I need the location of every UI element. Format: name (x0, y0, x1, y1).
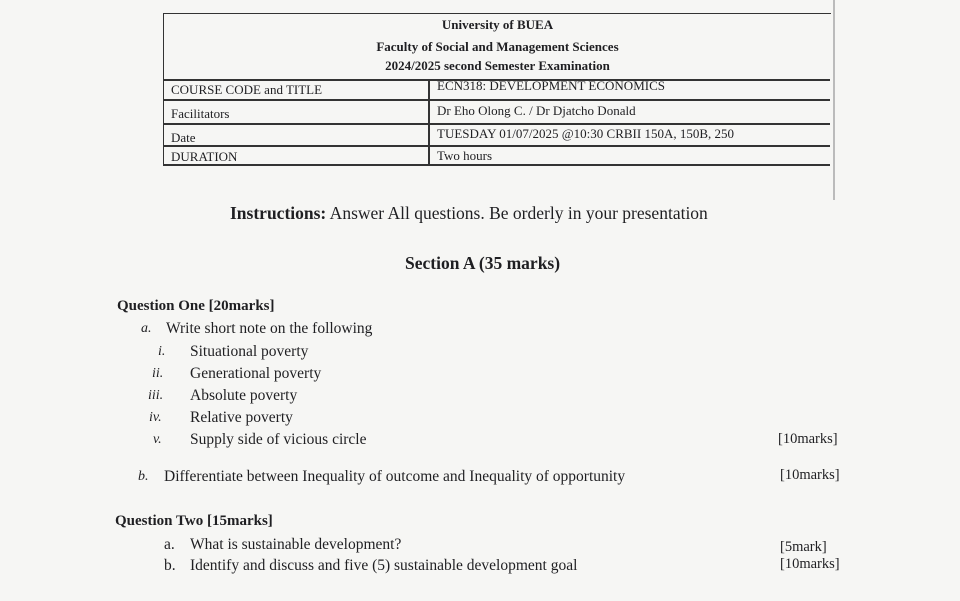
facilitators-label: Facilitators (171, 106, 230, 121)
q1-item-num: ii. (152, 366, 164, 381)
course-value: ECN318: DEVELOPMENT ECONOMICS (437, 78, 665, 93)
question-two-heading: Question Two [15marks] (115, 513, 273, 529)
q1-b-marks: [10marks] (780, 467, 840, 483)
q2-b-letter: b. (164, 557, 176, 574)
instructions (230, 203, 708, 224)
table-column-divider (428, 79, 430, 165)
q1-item-text: Relative poverty (190, 409, 293, 426)
instructions-text: Answer All questions. Be orderly in your presentation (326, 203, 708, 223)
facilitators-value: Dr Eho Olong C. / Dr Djatcho Donald (437, 103, 636, 118)
q2-a-letter: a. (164, 536, 175, 553)
q2-a-marks: [5mark] (780, 539, 827, 555)
table-divider (163, 123, 830, 125)
duration-label: DURATION (171, 149, 238, 164)
faculty-name: Faculty of Social and Management Sciences (376, 39, 619, 54)
q2-b-text: Identify and discuss and five (5) sustainable development goal (190, 557, 578, 574)
date-label: Date (171, 130, 196, 145)
instructions-label: Instructions: (230, 203, 327, 223)
q1-a-text: Write short note on the following (166, 320, 373, 337)
q1-a-letter: a. (141, 321, 152, 336)
q1-a-marks: [10marks] (778, 431, 838, 447)
table-divider (163, 164, 830, 166)
q1-item-num: v. (153, 432, 162, 447)
q1-item-text: Absolute poverty (190, 387, 298, 404)
question-one-heading: Question One [20marks] (117, 298, 275, 314)
duration-value: Two hours (437, 148, 493, 163)
q1-b-text: Differentiate between Inequality of outcome and Inequality of opportunity (164, 468, 626, 485)
q1-item-num: i. (158, 344, 166, 359)
table-divider (163, 99, 830, 101)
q1-item-text: Situational poverty (190, 343, 309, 360)
section-title: Section A (35 marks) (405, 253, 561, 273)
course-label: COURSE CODE and TITLE (171, 82, 323, 97)
q2-a-text: What is sustainable development? (190, 536, 402, 553)
date-value: TUESDAY 01/07/2025 @10:30 CRBII 150A, 150B, 250 (437, 126, 735, 141)
q1-item-num: iii. (148, 388, 164, 403)
exam-session: 2024/2025 second Semester Examination (385, 58, 610, 73)
q1-item-num: iv. (149, 410, 162, 425)
q1-item-text: Supply side of vicious circle (190, 431, 367, 448)
university-name: University of BUEA (441, 17, 554, 32)
page-edge (833, 0, 835, 200)
q1-b-letter: b. (138, 469, 149, 484)
table-divider (163, 145, 830, 147)
q1-item-text: Generational poverty (190, 365, 322, 382)
q2-b-marks: [10marks] (780, 556, 840, 572)
